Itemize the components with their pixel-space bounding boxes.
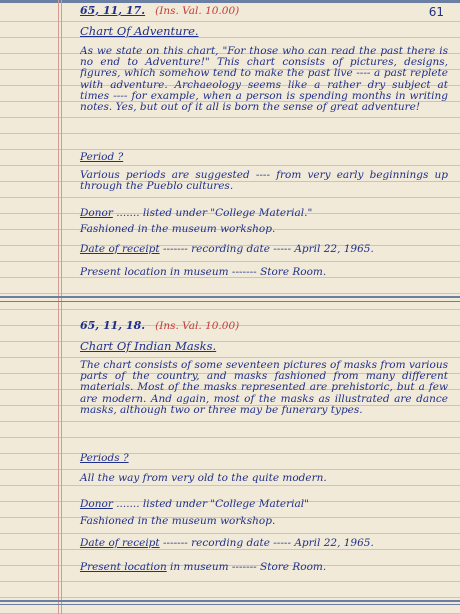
location-text: ------- Store Room. bbox=[231, 266, 327, 278]
catalog-number: 65, 11, 17. bbox=[80, 4, 146, 17]
fashioned-text: Fashioned in the museum workshop. bbox=[80, 223, 276, 235]
bottom-divider-second bbox=[0, 604, 460, 605]
donor-text: ....... listed under "College Material." bbox=[116, 207, 313, 219]
entry-header bbox=[80, 5, 239, 17]
period-text: All the way from very old to the quite modern. bbox=[80, 472, 327, 484]
donor-text: ....... listed under "College Material" bbox=[116, 498, 309, 510]
period-label: Period ? bbox=[80, 151, 124, 163]
catalog-number: 65, 11, 18. bbox=[80, 319, 146, 332]
receipt-text: ------- recording date ----- April 22, 1965. bbox=[162, 537, 374, 549]
section-divider bbox=[0, 296, 460, 298]
donor-label: Donor bbox=[80, 207, 113, 219]
top-rule bbox=[0, 0, 460, 3]
period-text: Various periods are suggested ---- from very early beginnings up through the Pueblo cultures. bbox=[80, 169, 448, 193]
period-label: Periods ? bbox=[80, 452, 129, 464]
receipt-line bbox=[80, 537, 374, 549]
section-divider-second bbox=[0, 301, 460, 302]
fashioned-text: Fashioned in the museum workshop. bbox=[80, 515, 276, 527]
entry-title: Chart Of Adventure. bbox=[80, 24, 199, 38]
location-label: Present location bbox=[80, 561, 167, 573]
bottom-divider bbox=[0, 600, 460, 602]
donor-label: Donor bbox=[80, 498, 113, 510]
receipt-label: Date of receipt bbox=[80, 537, 160, 549]
insurance-value: (Ins. Val. 10.00) bbox=[155, 5, 240, 17]
location-label: Present location in museum bbox=[80, 266, 229, 278]
location-text: in museum ------- Store Room. bbox=[170, 561, 327, 573]
donor-line bbox=[80, 207, 312, 219]
margin-line-second bbox=[61, 0, 62, 614]
location-line bbox=[80, 266, 326, 278]
receipt-label: Date of receipt bbox=[80, 243, 160, 255]
entry-description: As we state on this chart, "For those who can read the past there is no end to Adventure!" This chart consists of pictures, designs, figures, which somehow tend to make the past live ---- a past replete with adventure. Archaeology seems like a rather dry subject at times ---- for example, when a person is spending months in writing notes. Yes, but out of it all is born the sense of great adventure! bbox=[80, 46, 448, 114]
receipt-line bbox=[80, 243, 374, 255]
entry-description: The chart consists of some seventeen pictures of masks from various parts of the country, and masks fashioned from many different materials. Most of the masks represented are prehistoric, but a few are modern. And again, most of the masks as illustrated are dance masks, although two or three may be funerary types. bbox=[80, 360, 448, 416]
page-number: 61 bbox=[428, 5, 444, 19]
insurance-value: (Ins. Val. 10.00) bbox=[155, 320, 240, 332]
entry-header bbox=[80, 320, 239, 332]
donor-line bbox=[80, 498, 309, 510]
entry-title: Chart Of Indian Masks. bbox=[80, 339, 217, 353]
location-line bbox=[80, 561, 326, 573]
margin-line bbox=[58, 0, 59, 614]
receipt-text: ------- recording date ----- April 22, 1965. bbox=[162, 243, 374, 255]
